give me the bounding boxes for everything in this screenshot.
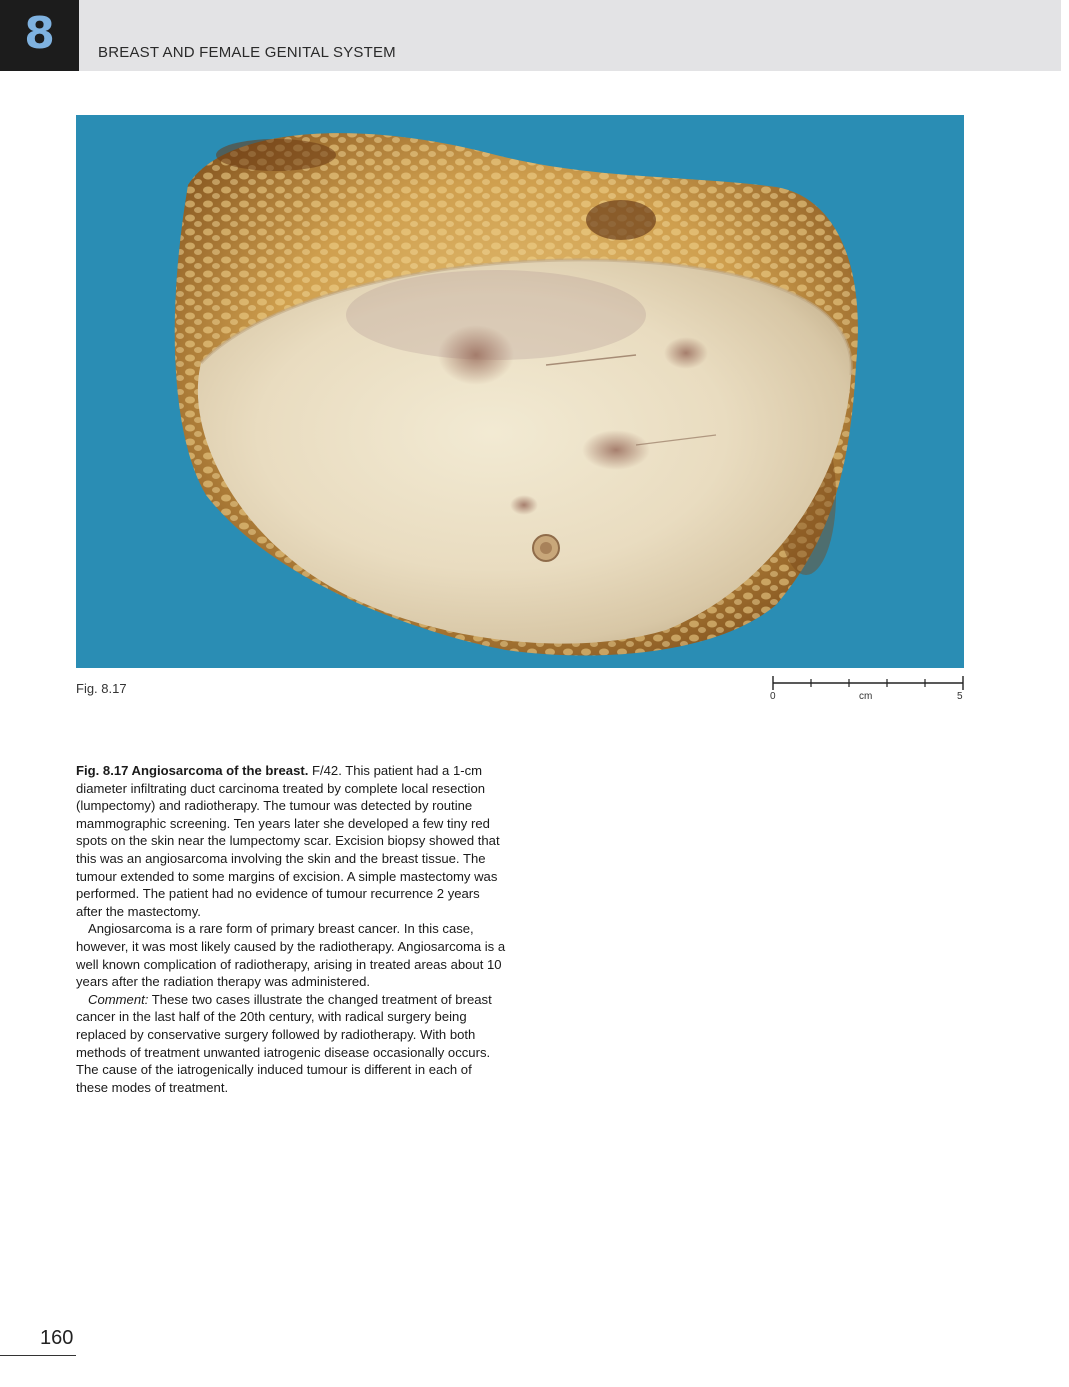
page-number-rule	[0, 1355, 76, 1356]
page-number: 160	[40, 1327, 74, 1349]
scale-bar	[770, 673, 970, 707]
scale-ruler	[770, 673, 970, 691]
chapter-number: 8	[24, 8, 55, 59]
specimen-photograph	[76, 115, 964, 668]
caption-para1-text: F/42. This patient had a 1-cm diameter infiltrating duct carcinoma treated by complete local resection (lumpectomy) and radiotherapy. The tumour was detected by routine mammographic screening. Ten years later she developed a few tiny red spots on the skin near the lumpectomy scar. Excision biopsy showed that this was an angiosarcoma involving the skin and the breast tissue. The tumour extended to some margins of excision. A simple mastectomy was performed. The patient had no evidence of tumour recurrence 2 years after the mastectomy.	[76, 763, 500, 919]
chapter-badge	[0, 0, 79, 71]
caption-paragraph-2: Angiosarcoma is a rare form of primary breast cancer. In this case, however, it was most likely caused by the radiotherapy. Angiosarcoma is a well known complication of radiotherapy, arising in treated areas about 10 years after the radiation therapy was administered.	[76, 921, 506, 990]
scale-unit-label: cm	[859, 691, 873, 702]
scale-end-label: 5	[957, 691, 963, 702]
chapter-title: BREAST AND FEMALE GENITAL SYSTEM	[98, 44, 396, 61]
caption-lead: Fig. 8.17 Angiosarcoma of the breast.	[76, 763, 309, 778]
comment-label: Comment:	[88, 991, 149, 1007]
scale-start-label: 0	[770, 691, 776, 702]
caption-paragraph-1	[76, 762, 506, 920]
figure-caption	[76, 762, 506, 1096]
caption-paragraph-3	[76, 991, 506, 1097]
figure-label: Fig. 8.17	[76, 681, 127, 696]
caption-para3-text: These two cases illustrate the changed treatment of breast cancer in the last half of the 20th century, with radical surgery being replaced by conservative surgery followed by radiotherapy. With both methods of treatment unwanted iatrogenic disease occasionally occurs. The cause of the iatrogenically induced tumour is different in each of these modes of treatment.	[76, 991, 492, 1095]
specimen-illustration	[76, 115, 964, 668]
